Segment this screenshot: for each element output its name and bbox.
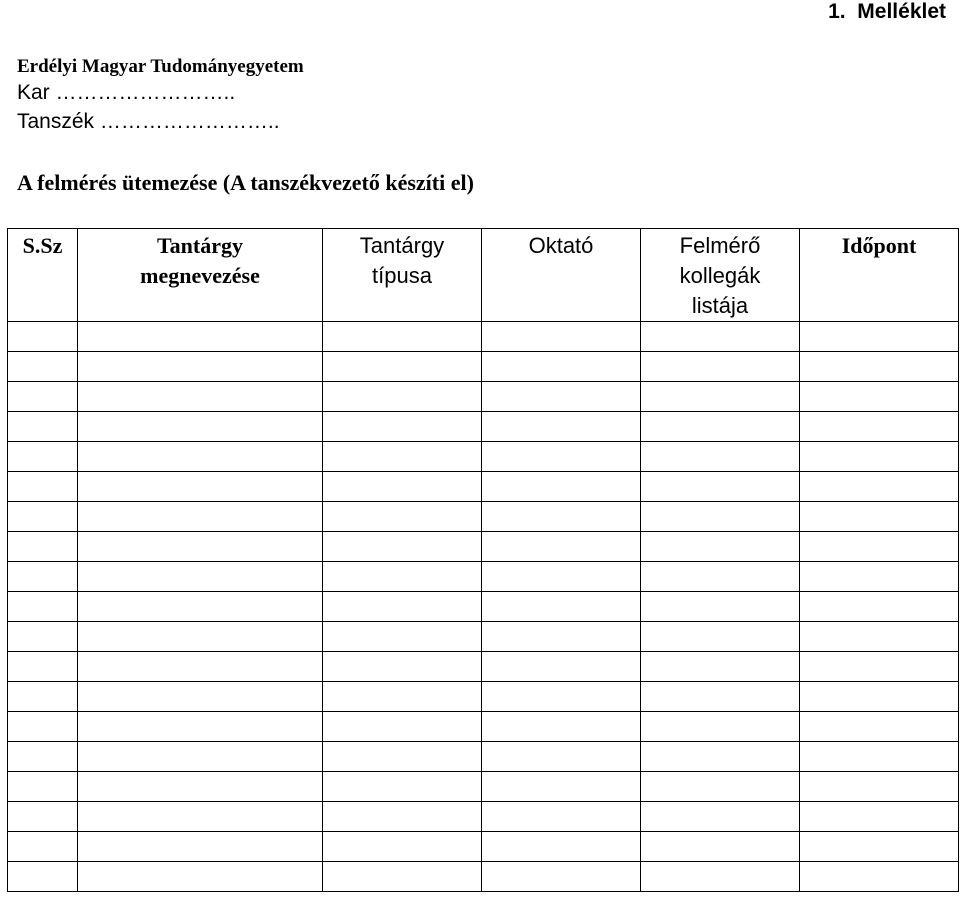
table-row — [8, 412, 959, 442]
table-cell[interactable] — [8, 712, 78, 742]
table-cell[interactable] — [78, 742, 323, 772]
table-cell[interactable] — [482, 412, 641, 442]
table-cell[interactable] — [641, 442, 800, 472]
table-cell[interactable] — [482, 622, 641, 652]
table-cell[interactable] — [8, 802, 78, 832]
table-cell[interactable] — [482, 862, 641, 892]
table-cell[interactable] — [8, 472, 78, 502]
table-cell[interactable] — [800, 742, 959, 772]
table-cell[interactable] — [78, 652, 323, 682]
table-cell[interactable] — [323, 712, 482, 742]
table-cell[interactable] — [8, 682, 78, 712]
table-cell[interactable] — [641, 562, 800, 592]
table-row — [8, 862, 959, 892]
table-header-row — [8, 229, 959, 322]
table-cell[interactable] — [641, 682, 800, 712]
table-cell[interactable] — [323, 622, 482, 652]
university-name: Erdélyi Magyar Tudományegyetem — [17, 56, 304, 77]
table-cell[interactable] — [78, 772, 323, 802]
column-header-date: Időpont — [800, 229, 959, 322]
table-cell[interactable] — [800, 412, 959, 442]
table-row — [8, 502, 959, 532]
table-cell[interactable] — [800, 772, 959, 802]
table-cell[interactable] — [800, 832, 959, 862]
table-cell[interactable] — [323, 592, 482, 622]
table-cell[interactable] — [78, 442, 323, 472]
table-cell[interactable] — [323, 742, 482, 772]
table-cell[interactable] — [800, 682, 959, 712]
table-row — [8, 682, 959, 712]
table-cell[interactable] — [323, 352, 482, 382]
table-cell[interactable] — [641, 772, 800, 802]
table-row — [8, 592, 959, 622]
table-cell[interactable] — [8, 442, 78, 472]
table-cell[interactable] — [78, 622, 323, 652]
table-row — [8, 532, 959, 562]
table-cell[interactable] — [800, 562, 959, 592]
table-body — [8, 322, 959, 892]
table-cell[interactable] — [800, 322, 959, 352]
table-cell[interactable] — [8, 502, 78, 532]
table-cell[interactable] — [641, 862, 800, 892]
table-cell[interactable] — [800, 622, 959, 652]
column-header-instructor: Oktató — [482, 229, 641, 322]
table-cell[interactable] — [8, 532, 78, 562]
table-cell[interactable] — [78, 712, 323, 742]
table-cell[interactable] — [78, 682, 323, 712]
column-header-subject-type: Tantárgy típusa — [323, 229, 482, 322]
table-cell[interactable] — [323, 322, 482, 352]
table-cell[interactable] — [800, 472, 959, 502]
table-row — [8, 382, 959, 412]
table-row — [8, 352, 959, 382]
table-row — [8, 322, 959, 352]
table-cell[interactable] — [641, 322, 800, 352]
table-cell[interactable] — [323, 772, 482, 802]
table-cell[interactable] — [800, 802, 959, 832]
column-header-subject-name: Tantárgy megnevezése — [78, 229, 323, 322]
table-cell[interactable] — [323, 832, 482, 862]
table-cell[interactable] — [8, 562, 78, 592]
table-cell[interactable] — [8, 862, 78, 892]
table-cell[interactable] — [8, 832, 78, 862]
table-cell[interactable] — [323, 562, 482, 592]
table-cell[interactable] — [641, 532, 800, 562]
table-cell[interactable] — [8, 382, 78, 412]
table-cell[interactable] — [641, 592, 800, 622]
table-cell[interactable] — [8, 592, 78, 622]
table-cell[interactable] — [482, 802, 641, 832]
table-cell[interactable] — [482, 442, 641, 472]
table-cell[interactable] — [641, 412, 800, 442]
table-cell[interactable] — [8, 742, 78, 772]
table-cell[interactable] — [800, 712, 959, 742]
table-cell[interactable] — [800, 442, 959, 472]
table-cell[interactable] — [641, 382, 800, 412]
table-cell[interactable] — [78, 562, 323, 592]
table-row — [8, 742, 959, 772]
table-cell[interactable] — [78, 382, 323, 412]
table-cell[interactable] — [800, 592, 959, 622]
table-cell[interactable] — [78, 472, 323, 502]
schedule-table — [7, 228, 959, 892]
table-cell[interactable] — [78, 592, 323, 622]
table-cell[interactable] — [8, 622, 78, 652]
table-cell[interactable] — [641, 802, 800, 832]
table-row — [8, 652, 959, 682]
table-cell[interactable] — [323, 412, 482, 442]
department-line: Tanszék …………………….. — [17, 110, 280, 133]
table-cell[interactable] — [323, 802, 482, 832]
column-header-serial: S.Sz — [8, 229, 78, 322]
table-cell[interactable] — [482, 382, 641, 412]
table-cell[interactable] — [323, 442, 482, 472]
table-cell[interactable] — [8, 352, 78, 382]
table-cell[interactable] — [800, 502, 959, 532]
table-cell[interactable] — [482, 592, 641, 622]
table-cell[interactable] — [482, 502, 641, 532]
table-cell[interactable] — [78, 502, 323, 532]
annex-label: 1. Melléklet — [828, 0, 946, 23]
table-cell[interactable] — [78, 802, 323, 832]
table-cell[interactable] — [641, 742, 800, 772]
table-cell[interactable] — [641, 832, 800, 862]
table-row — [8, 772, 959, 802]
table-cell[interactable] — [482, 832, 641, 862]
table-cell[interactable] — [641, 502, 800, 532]
table-row — [8, 562, 959, 592]
table-cell[interactable] — [78, 832, 323, 862]
table-row — [8, 472, 959, 502]
table-cell[interactable] — [482, 682, 641, 712]
column-header-evaluators: Felmérő kollegák listája — [641, 229, 800, 322]
table-cell[interactable] — [323, 652, 482, 682]
table-cell[interactable] — [323, 862, 482, 892]
table-row — [8, 622, 959, 652]
table-cell[interactable] — [800, 352, 959, 382]
table-cell[interactable] — [800, 652, 959, 682]
table-cell[interactable] — [482, 712, 641, 742]
table-cell[interactable] — [323, 682, 482, 712]
table-cell[interactable] — [8, 772, 78, 802]
table-cell[interactable] — [323, 502, 482, 532]
table-cell[interactable] — [482, 562, 641, 592]
table-cell[interactable] — [323, 382, 482, 412]
table-cell[interactable] — [482, 772, 641, 802]
table-cell[interactable] — [8, 652, 78, 682]
table-cell[interactable] — [78, 352, 323, 382]
table-cell[interactable] — [482, 472, 641, 502]
table-cell[interactable] — [800, 532, 959, 562]
table-cell[interactable] — [800, 382, 959, 412]
table-cell[interactable] — [8, 322, 78, 352]
table-row — [8, 442, 959, 472]
table-cell[interactable] — [641, 472, 800, 502]
table-cell[interactable] — [641, 652, 800, 682]
table-row — [8, 712, 959, 742]
table-row — [8, 832, 959, 862]
table-cell[interactable] — [482, 352, 641, 382]
table-cell[interactable] — [641, 352, 800, 382]
faculty-line: Kar …………………….. — [17, 81, 236, 104]
table-cell[interactable] — [78, 862, 323, 892]
table-cell[interactable] — [482, 652, 641, 682]
table-cell[interactable] — [323, 472, 482, 502]
table-cell[interactable] — [482, 742, 641, 772]
table-cell[interactable] — [78, 322, 323, 352]
table-cell[interactable] — [800, 862, 959, 892]
table-cell[interactable] — [641, 712, 800, 742]
table-cell[interactable] — [8, 412, 78, 442]
table-cell[interactable] — [78, 532, 323, 562]
table-cell[interactable] — [323, 532, 482, 562]
table-row — [8, 802, 959, 832]
table-cell[interactable] — [641, 622, 800, 652]
table-cell[interactable] — [482, 322, 641, 352]
table-cell[interactable] — [78, 412, 323, 442]
document-heading: A felmérés ütemezése (A tanszékvezető készíti el) — [17, 170, 474, 195]
table-cell[interactable] — [482, 532, 641, 562]
